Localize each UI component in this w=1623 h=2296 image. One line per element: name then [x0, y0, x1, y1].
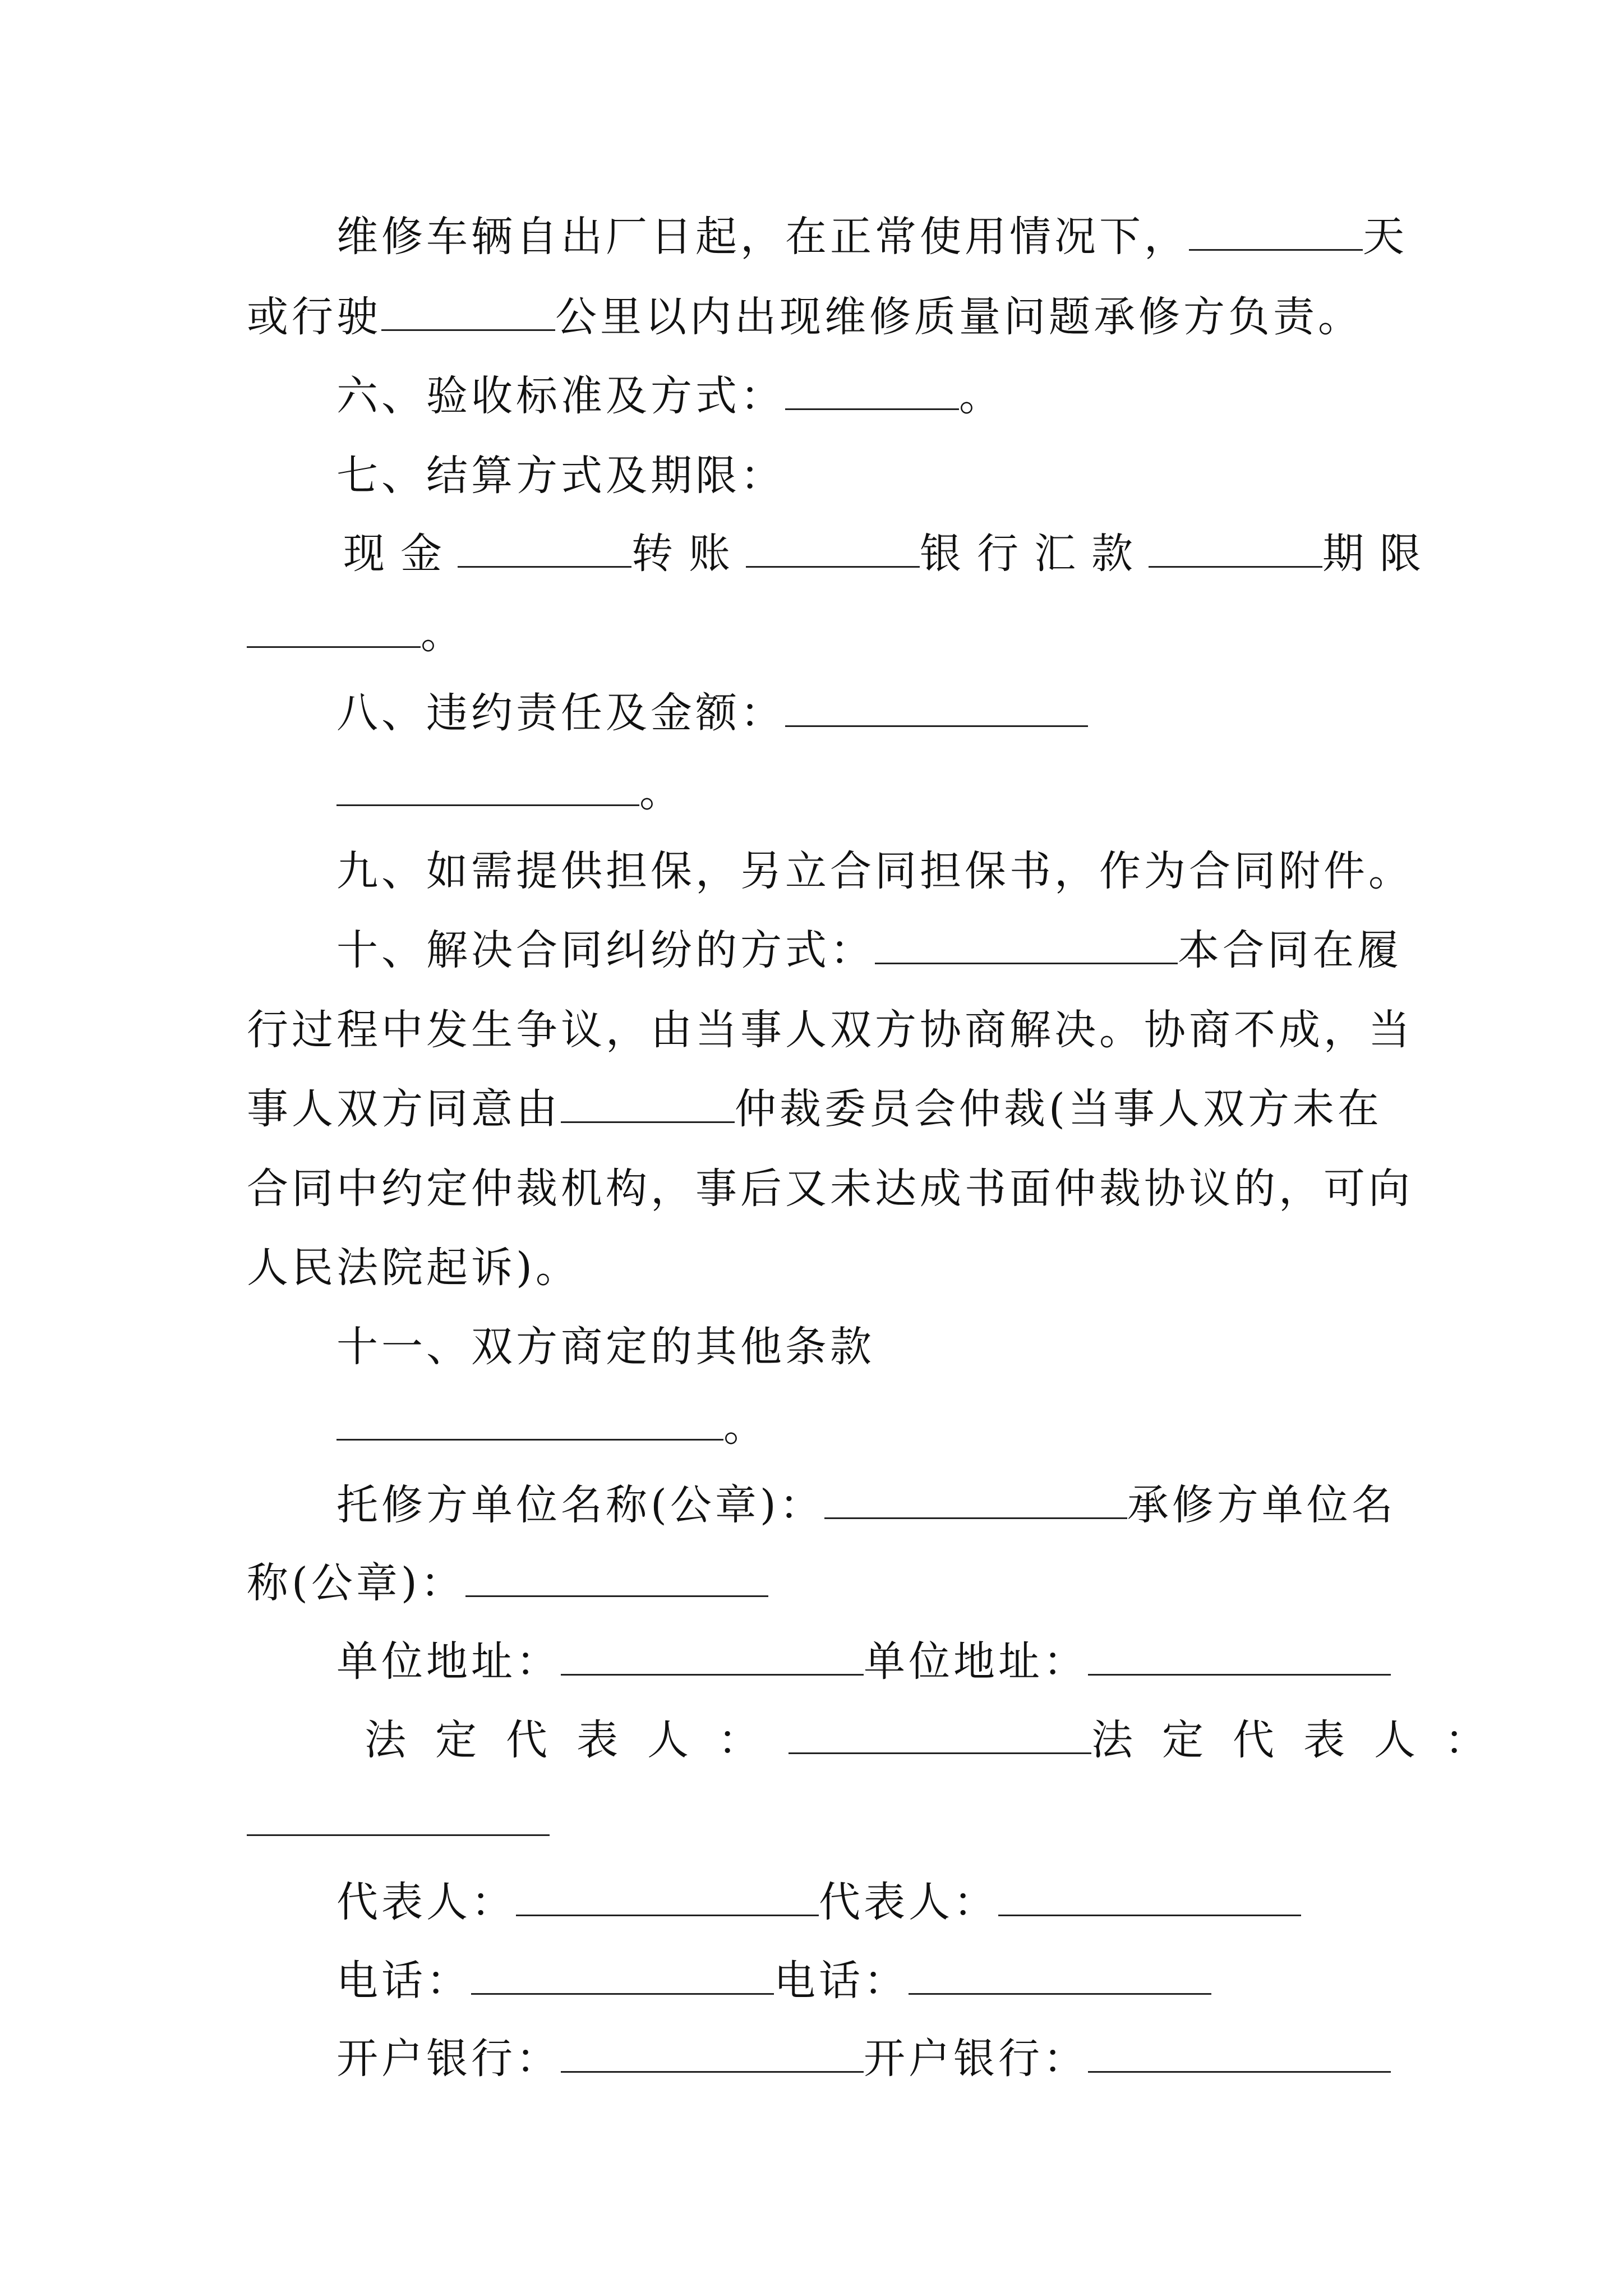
dispute-text-4: 合同中约定仲裁机构，事后又未达成书面仲裁协议的，可向: [247, 1165, 1413, 1213]
client-phone-blank[interactable]: [471, 1958, 774, 1995]
contractor-name-blank[interactable]: [465, 1561, 768, 1597]
client-bank-label: 开户银行：: [336, 2035, 561, 2083]
company-name-line-2: [247, 1555, 1391, 1611]
contractor-name-label-a: 承修方单位名: [1127, 1481, 1396, 1529]
guarantee-line: [336, 843, 1481, 899]
other-terms-end: 。: [723, 1402, 768, 1451]
acceptance-label: 六、验收标准及方式：: [336, 372, 785, 420]
warranty-days-unit: 天: [1363, 213, 1408, 261]
contractor-phone-blank[interactable]: [909, 1958, 1211, 1995]
client-legal-rep-blank[interactable]: [789, 1718, 1091, 1754]
warranty-days-blank[interactable]: [1189, 214, 1363, 251]
dispute-text-3a: 事人双方同意由: [247, 1085, 561, 1133]
transfer-blank[interactable]: [746, 531, 920, 568]
dispute-line-2: [247, 1002, 1413, 1058]
dispute-label: 十、解决合同纠纷的方式：: [336, 926, 875, 974]
contractor-legal-rep-label: 法定代表人：: [1091, 1716, 1515, 1764]
warranty-line-2: [247, 289, 1391, 345]
other-terms-blank[interactable]: [336, 1404, 723, 1441]
client-legal-rep-label: 法定代表人：: [365, 1716, 789, 1764]
other-terms-line: [336, 1319, 1481, 1375]
contractor-bank-label: 开户银行：: [864, 2035, 1088, 2083]
transfer-label: 转账: [631, 530, 746, 578]
term-blank[interactable]: [247, 611, 421, 648]
client-name-label: 托修方单位名称(公章)：: [336, 1481, 824, 1529]
breach-line: [336, 685, 1481, 741]
arbitration-committee-blank[interactable]: [561, 1087, 735, 1123]
contractor-bank-blank[interactable]: [1088, 2036, 1391, 2073]
bank-remittance-blank[interactable]: [1149, 531, 1322, 568]
address-line: [336, 1634, 1481, 1690]
settlement-heading: [336, 448, 1481, 504]
settlement-options-line: [343, 526, 1487, 582]
warranty-line-1: [336, 209, 1481, 265]
warranty-text-2b: 公里以内出现维修质量问题承修方负责。: [555, 293, 1363, 341]
breach-blank-2[interactable]: [336, 770, 639, 806]
contractor-address-label: 单位地址：: [864, 1637, 1088, 1686]
acceptance-line: [336, 368, 1481, 424]
contractor-legal-rep-blank[interactable]: [247, 1800, 550, 1836]
guarantee-text: 九、如需提供担保，另立合同担保书，作为合同附件。: [336, 847, 1413, 895]
warranty-text-2a: 或行驶: [247, 293, 381, 341]
acceptance-end: 。: [959, 372, 1004, 420]
cash-blank[interactable]: [458, 531, 631, 568]
dispute-text-3b: 仲裁委员会仲裁(当事人双方未在: [735, 1085, 1382, 1133]
client-address-label: 单位地址：: [336, 1637, 561, 1686]
legal-rep-line-2: [247, 1794, 1391, 1850]
other-terms-label: 十一、双方商定的其他条款: [336, 1323, 875, 1371]
dispute-blank[interactable]: [875, 928, 1178, 964]
dispute-line-1: [336, 922, 1481, 978]
cash-label: 现金: [343, 530, 458, 578]
term-label: 期限: [1322, 530, 1437, 578]
breach-line-2: [336, 764, 1481, 820]
client-address-blank[interactable]: [561, 1639, 864, 1676]
contractor-name-label-b: 称(公章)：: [247, 1559, 465, 1607]
dispute-line-5: [247, 1240, 1391, 1296]
rep-line: [336, 1874, 1481, 1930]
settlement-end: 。: [421, 610, 465, 658]
breach-label: 八、违约责任及金额：: [336, 689, 785, 737]
contractor-rep-blank[interactable]: [998, 1880, 1301, 1916]
dispute-text-5: 人民法院起诉)。: [247, 1244, 580, 1292]
warranty-km-blank[interactable]: [381, 295, 555, 331]
bank-line: [336, 2031, 1481, 2087]
dispute-text-2: 行过程中发生争议，由当事人双方协商解决。协商不成，当: [247, 1006, 1413, 1054]
contractor-address-blank[interactable]: [1088, 1639, 1391, 1676]
warranty-text-1: 维修车辆自出厂日起，在正常使用情况下，: [336, 213, 1189, 261]
contractor-rep-label: 代表人：: [819, 1878, 998, 1926]
other-terms-blank-line: [336, 1398, 1481, 1455]
breach-blank-1[interactable]: [785, 691, 1088, 727]
bank-remittance-label: 银行汇款: [920, 530, 1149, 578]
client-rep-label: 代表人：: [336, 1878, 516, 1926]
company-name-line: [336, 1477, 1481, 1533]
dispute-text-1: 本合同在履: [1178, 926, 1402, 974]
client-bank-blank[interactable]: [561, 2036, 864, 2073]
contractor-phone-label: 电话：: [774, 1957, 909, 2005]
acceptance-blank[interactable]: [785, 374, 959, 410]
breach-end: 。: [639, 768, 684, 816]
settlement-label: 七、结算方式及期限：: [336, 452, 785, 500]
dispute-line-3: [247, 1081, 1391, 1137]
dispute-line-4: [247, 1161, 1413, 1217]
phone-line: [336, 1953, 1481, 2009]
legal-rep-line: [365, 1712, 1515, 1768]
client-rep-blank[interactable]: [516, 1880, 819, 1916]
settlement-term-line: [247, 606, 1391, 662]
client-name-blank[interactable]: [824, 1483, 1127, 1519]
client-phone-label: 电话：: [336, 1957, 471, 2005]
